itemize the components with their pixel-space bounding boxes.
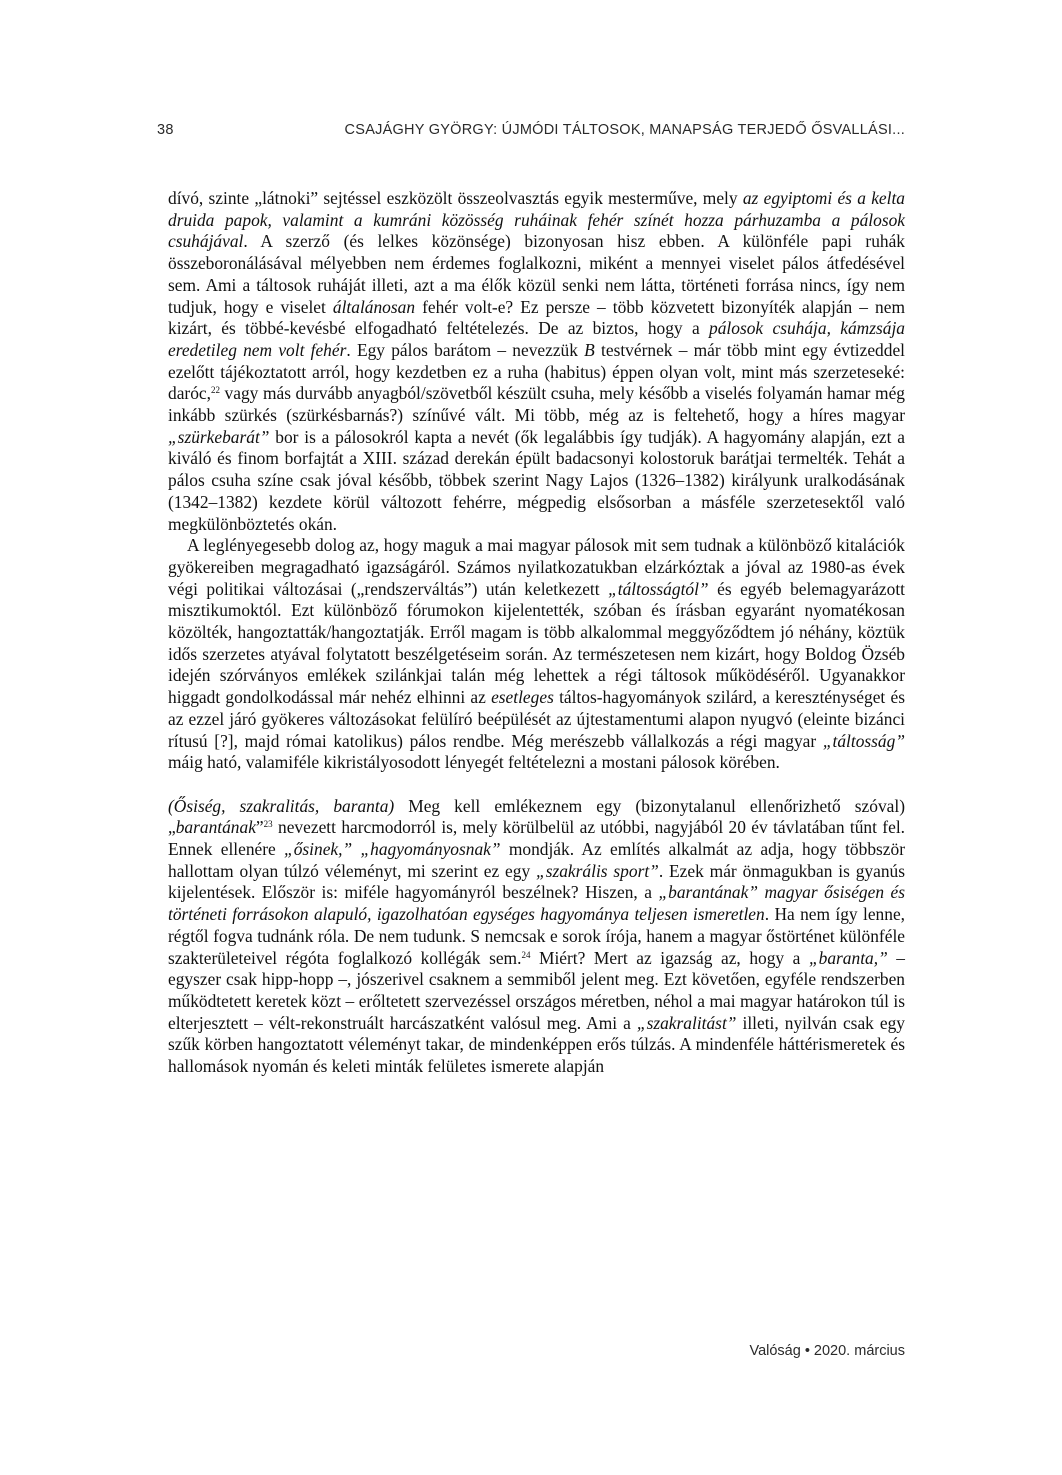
text-run: ” — [255, 817, 264, 838]
running-title: CSAJÁGHY GYÖRGY: ÚJMÓDI TÁLTOSOK, MANAPSÁG TERJEDŐ ŐSVALLÁSI... — [344, 122, 905, 138]
paragraph-2 — [168, 535, 905, 774]
text-run: – egyszer csak hipp-hopp –, jószerivel csaknem a semmiből jelent meg. Ezt követően, egyféle rendszerben működtetett keretek közt – erőltetett szervezéssel országos méretben, néhol a mai magyar határokon túl is elterjesztett – vélt-rekonstruált harcászatként valósul meg. Ami a — [168, 947, 906, 1033]
italic-run: „ősinek,” „hagyományosnak” — [284, 839, 501, 860]
italic-run: pálosok csuhája, kámzsája eredetileg nem volt fehér — [168, 318, 905, 360]
text-run: A leglényegesebb dolog az, hogy maguk a mai magyar pálosok mit sem tudnak a különböző kitalációk gyökereiben megragadható igazságáról. Számos nyilatkozatukban elzárkóztak a jóval az 1980-as évek végi politikai változásai („rendszerváltás”) után keletkezett — [168, 535, 905, 599]
italic-run: (Ősiség, szakralitás, baranta) — [168, 795, 395, 816]
text-run: dívó, szinte „látnoki” sejtéssel eszközölt összeolvasztás egyik mesterműve, mely — [168, 188, 743, 208]
italic-run: „táltosság” — [822, 730, 905, 751]
italic-run: „táltosságtól” — [608, 578, 709, 599]
paragraph-3-section-baranta — [168, 796, 905, 1078]
text-run: . Ezek már önmagukban is gyanús kijelentések. Először is: miféle hagyományról beszélnek? Hiszen, a — [168, 860, 905, 903]
footnote-marker: 23 — [263, 819, 273, 830]
italic-run: B — [584, 339, 595, 360]
italic-run: barantának — [175, 817, 256, 838]
text-run: és egyéb belemagyarázott misztikumoktól. Ezt különböző fórumokon kijelentették, szóban és írásban egyaránt nyomatékosan közölték, hangoztatták/hangoztatják. Erről magam is több alkalommal meggyőződtem jó néhány, köztük idős szerzetes atyával folytatott beszélgetéseim során. Az természetesen nem kizárt, hogy Boldog Özséb idején szórványos emlékek szilánkjai talán még lehettek a régi táltosok működéséről. Ugyanakkor higgadt gondolkodással már nehéz elhinni az — [168, 578, 905, 708]
text-run: táltos-hagyományok szilárd, a kereszténységet és az ezzel járó gyökeres változásokat felülíró beépülését az újtestamentumi alapon nyugvó (eleinte bizánci rítusú [?], majd római katolikus) pálos rendbe. Még merészebb vállalkozás a régi magyar — [168, 687, 905, 751]
text-run: illeti, nyilván csak egy szűk körben hangoztatott véleményt takar, de mindenképpen erős túlzás. A mindenféle háttérismeretek és hallomások nyomán és keleti minták felületes ismerete alapján — [168, 1012, 906, 1077]
text-run: máig ható, valamiféle kikristályosodott lényegét feltételezni a mostani pálosok körében. — [168, 752, 780, 773]
text-run: . Egy pálos barátom – nevezzük — [346, 339, 585, 360]
italic-run: „baranta,” — [808, 947, 888, 968]
text-run: bor is a pálosokról kapta a nevét (ők legalábbis így tudják). A hagyomány alapján, ezt a kiváló és finom borfajtát a XIII. század derekán épült badacsonyi kolostoruk barátjai termelték. Tehát a pálos csuha színe csak jóval később, többek szerint Nagy Lajos (1326–1382) királyunk uralkodásának (1342–1382) kezdete körül változott fehérre, mégpedig elsősorban a másféle szerzetesektől való megkülönböztetés okán. — [168, 426, 905, 534]
italic-run: esetleges — [491, 687, 554, 708]
italic-run: az egyiptomi és a kelta druida papok, valamint a kumráni közösség ruháinak fehér színét hozza párhuzamba a pálosok csuhájával — [168, 188, 905, 252]
italic-run: „szakrális sport” — [536, 860, 659, 881]
paragraph-1 — [168, 188, 905, 535]
italic-run: „barantának” magyar ősiségen és történeti forrásokon alapuló, igazolhatóan egységes hagyománya teljesen ismeretlen — [168, 882, 906, 925]
article-body — [168, 188, 905, 1078]
italic-run: „szürkebarát” — [168, 426, 270, 447]
text-run: testvérnek – már több mint egy évtizeddel ezelőtt tájékoztatott arról, hogy kezdetben ez a ruha (habitus) éppen olyan volt, mint más szerzeteseké: daróc, — [168, 339, 905, 404]
text-run: . A szerző (és lelkes közönsége) bizonyosan hisz ebben. A különféle papi ruhák összeboronálásával mélyebben nem érdemes foglalkozni, miként a mennyei viselet pálos átfedésével sem. Ami a táltosok ruháját illeti, azt a ma élők közül senki nem látta, történeti forrása nincs, így nem tudjuk, hogy e viselet — [168, 231, 905, 317]
text-run: nevezett harcmodorról is, mely körülbelül az utóbbi, nagyjából 20 év távlatában tűnt fel. Ennek ellenére — [168, 817, 905, 860]
text-run: mondják. Az említés alkalmát az adja, hogy többször hallottam olyan túlzó véleményt, mi szerint ez egy — [168, 839, 905, 881]
text-run: Miért? Mert az igazság az, hogy a — [530, 947, 809, 968]
text-run: . Ha nem így lenne, régtől fogva tudnánk róla. De nem tudunk. S nemcsak e sorok írója, hanem a magyar őstörténet különféle szakterületeivel régóta foglalkozó kollégák sem. — [168, 904, 906, 968]
text-run: vagy más durvább anyagból/szövetből készült csuha, mely később a viselés folyamán hamar még inkább szürkés (szürkésbarnás?) színűvé vált. Mi több, még az is feltehető, hogy a híres magyar — [168, 383, 905, 426]
page-number: 38 — [157, 122, 174, 138]
footnote-marker: 22 — [210, 385, 220, 396]
text-run: fehér volt-e? Ez persze – több közvetett bizonyíték alapján – nem kizárt, és többé-kevésbé elfogadható feltételezés. De az biztos, hogy a — [168, 296, 905, 339]
page-footer: Valóság • 2020. március — [749, 1343, 905, 1359]
text-run: Meg kell emlékeznem egy (bizonytalanul ellenőrizhető szóval) „ — [168, 795, 905, 838]
footnote-marker: 24 — [521, 949, 531, 960]
italic-run: általánosan — [332, 296, 416, 317]
italic-run: „szakralitást” — [636, 1012, 737, 1033]
